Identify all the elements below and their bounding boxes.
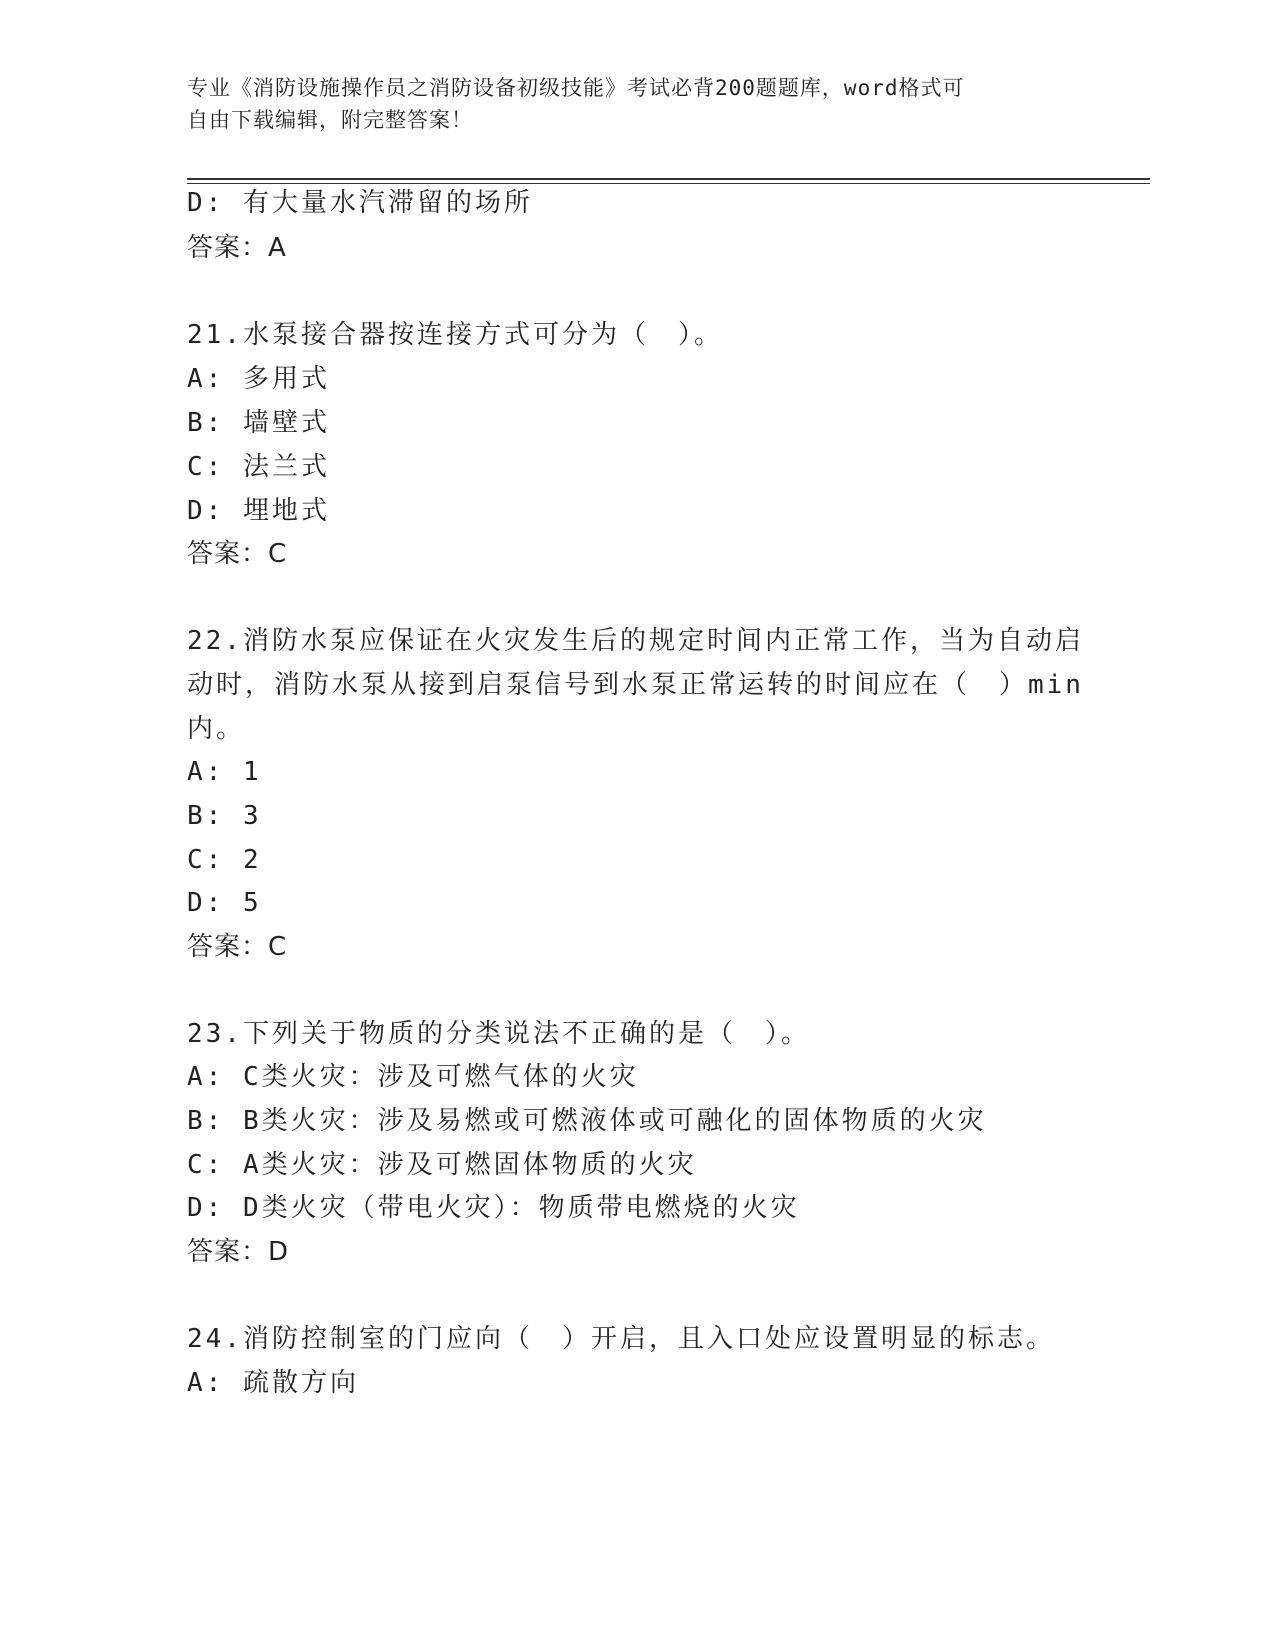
q21-option-c: C: 法兰式	[187, 452, 330, 482]
q22-option-b: B: 3	[187, 801, 262, 831]
q22-stem-line-3: 内。	[187, 714, 246, 744]
q23-answer: 答案：D	[187, 1237, 290, 1267]
header-divider-thick	[187, 178, 1150, 180]
header-line-2: 自由下载编辑，附完整答案！	[187, 108, 473, 132]
q24-option-a: A: 疏散方向	[187, 1368, 359, 1398]
q21-option-d: D: 埋地式	[187, 496, 330, 526]
q21-option-a: A: 多用式	[187, 364, 330, 394]
document-header	[187, 72, 1067, 136]
q23-option-a: A: C类火灾：涉及可燃气体的火灾	[187, 1062, 639, 1092]
q22-stem-line-2: 动时，消防水泵从接到启泵信号到水泵正常运转的时间应在（ ）min	[187, 670, 1084, 700]
q20-answer: 答案：A	[187, 233, 287, 263]
q21-answer: 答案：C	[187, 539, 288, 569]
header-line-1: 专业《消防设施操作员之消防设备初级技能》考试必背200题题库，word格式可	[187, 76, 965, 100]
q20-option-d: D: 有大量水汽滞留的场所	[187, 188, 533, 218]
q21-option-b: B: 墙壁式	[187, 408, 330, 438]
q21-stem: 21.水泵接合器按连接方式可分为（ ）。	[187, 320, 723, 350]
q23-stem: 23.下列关于物质的分类说法不正确的是（ ）。	[187, 1019, 810, 1049]
q22-option-a: A: 1	[187, 757, 262, 787]
q22-stem-line-1: 22.消防水泵应保证在火灾发生后的规定时间内正常工作，当为自动启	[187, 626, 1084, 656]
q24-stem: 24.消防控制室的门应向（ ）开启，且入口处应设置明显的标志。	[187, 1324, 1055, 1354]
q22-answer: 答案：C	[187, 932, 288, 962]
q23-option-b: B: B类火灾：涉及易燃或可燃液体或可融化的固体物质的火灾	[187, 1106, 987, 1136]
header-divider-thin	[187, 183, 1150, 184]
q22-option-d: D: 5	[187, 888, 262, 918]
q22-option-c: C: 2	[187, 845, 262, 875]
q23-option-c: C: A类火灾：涉及可燃固体物质的火灾	[187, 1150, 697, 1180]
q23-option-d: D: D类火灾（带电火灾）：物质带电燃烧的火灾	[187, 1193, 800, 1223]
